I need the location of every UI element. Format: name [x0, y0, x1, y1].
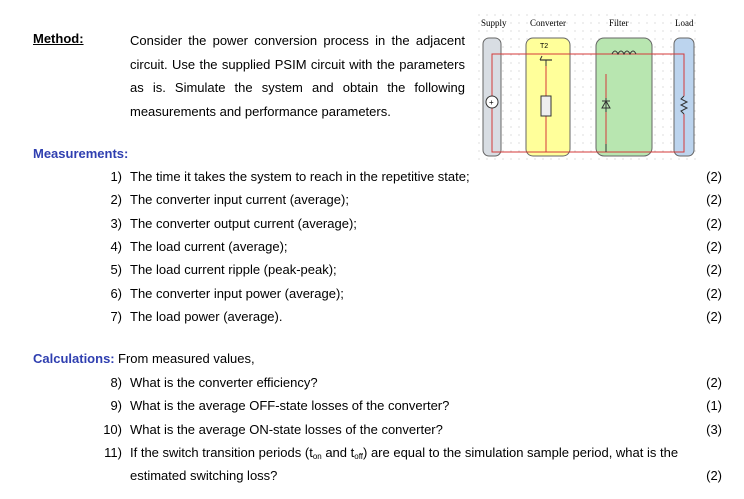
question-marks: (2): [706, 238, 722, 254]
block-label-load: Load: [675, 18, 694, 28]
question-text: What is the average ON-state losses of the converter?: [130, 421, 443, 437]
question-text: What is the converter efficiency?: [130, 375, 318, 390]
question-number: 7): [110, 308, 122, 324]
question-number: 2): [110, 192, 122, 208]
question-text-continued: estimated switching loss?: [130, 468, 278, 483]
calculations-title: Calculations:: [33, 351, 115, 366]
question-number: 5): [110, 262, 122, 278]
question-text: The time it takes the system to reach in the repetitive state;: [130, 169, 470, 184]
question-text: The converter input power (average);: [130, 285, 344, 301]
question-marks: (2): [706, 308, 722, 324]
question-marks: (2): [706, 375, 722, 390]
question-marks: (3): [706, 421, 722, 437]
question-marks: (2): [706, 215, 722, 231]
question-text: The converter output current (average);: [130, 215, 357, 231]
question-text: What is the average OFF-state losses of the converter?: [130, 398, 450, 414]
question-number: 11): [104, 445, 122, 460]
question-text: The load power (average).: [130, 308, 283, 324]
question-number: 4): [110, 238, 122, 254]
block-label-filter: Filter: [609, 18, 629, 28]
question-text: The load current ripple (peak-peak);: [130, 262, 337, 278]
question-marks: (2): [706, 192, 722, 208]
question-number: 10): [103, 421, 122, 437]
question-marks: (1): [706, 398, 722, 414]
switch-label: T2: [540, 43, 549, 50]
question-marks: (2): [706, 468, 722, 483]
question-text: The load current (average);: [130, 238, 288, 254]
question-number: 3): [110, 215, 122, 231]
calculations-lead: From measured values,: [118, 351, 255, 366]
question-text: If the switch transition periods ($t_{on}$ and $t_{off}$) are equal to the simulation sample period, what is the: [130, 445, 679, 461]
method-description: Consider the power conversion process in the adjacent circuit. Use the supplied PSIM circuit with the parameters as is. Simulate the system and obtain the following measurements and performance parameters.: [130, 33, 465, 119]
question-number: 6): [110, 285, 122, 301]
question-text: The converter input current (average);: [130, 192, 349, 208]
question-marks: (2): [706, 262, 722, 278]
question-marks: (2): [706, 285, 722, 301]
block-label-converter: Converter: [530, 18, 566, 28]
block-label-supply: Supply: [481, 18, 507, 28]
circuit-diagram: [478, 14, 702, 164]
svg-text:+: +: [489, 98, 494, 107]
question-number: 9): [110, 398, 122, 414]
filter-block: [596, 38, 652, 156]
question-marks: (2): [706, 169, 722, 184]
question-number: 1): [110, 169, 122, 184]
method-label: Method:: [33, 31, 84, 46]
question-number: 8): [110, 375, 122, 390]
measurements-title: Measurements:: [33, 146, 129, 161]
